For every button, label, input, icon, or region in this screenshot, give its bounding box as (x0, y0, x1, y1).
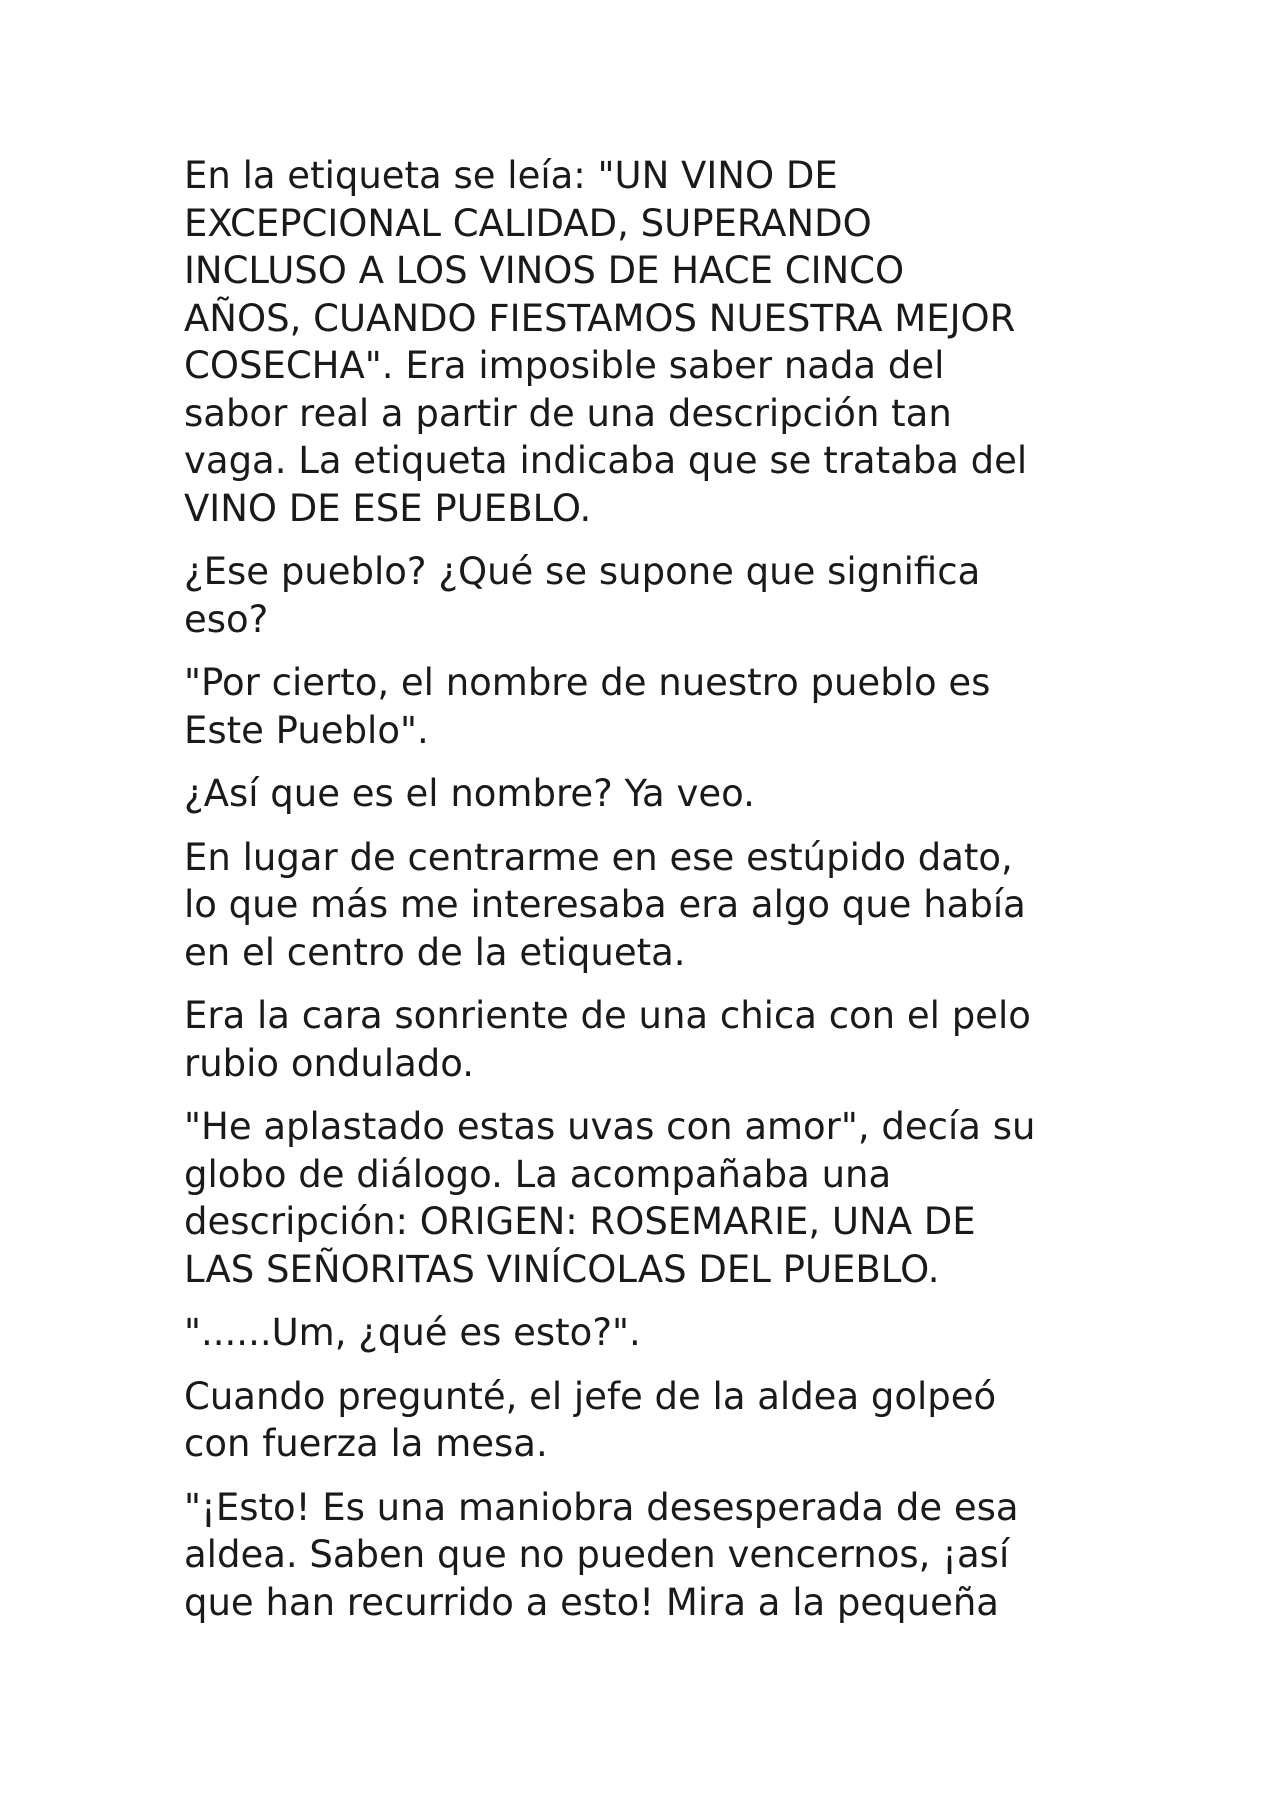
paragraph: "He aplastado estas uvas con amor", decía su globo de diálogo. La acompañaba una descripción: ORIGEN: ROSEMARIE, UNA DE LAS SEÑORITAS VINÍCOLAS DEL PUEBLO. (184, 1105, 1036, 1291)
paragraph: "¡Esto! Es una maniobra desesperada de esa aldea. Saben que no pueden vencernos, ¡así que han recurrido a esto! Mira a la pequeña (184, 1485, 1019, 1624)
paragraph: ¿Así que es el nombre? Ya veo. (184, 772, 755, 815)
text-body (184, 152, 1104, 1642)
paragraph: Cuando pregunté, el jefe de la aldea golpeó con fuerza la mesa. (184, 1374, 997, 1465)
paragraph: En lugar de centrarme en ese estúpido dato, lo que más me interesaba era algo que había en el centro de la etiqueta. (184, 835, 1026, 974)
paragraph: En la etiqueta se leía: "UN VINO DE EXCEPCIONAL CALIDAD, SUPERANDO INCLUSO A LOS VINOS DE HACE CINCO AÑOS, CUANDO FIESTAMOS NUESTRA MEJOR COSECHA". Era imposible saber nada del sabor real a partir de una descripción tan vaga. La etiqueta indicaba que se trataba del VINO DE ESE PUEBLO. (184, 154, 1028, 530)
paragraph: ¿Ese pueblo? ¿Qué se supone que significa eso? (184, 550, 981, 641)
paragraph: "Por cierto, el nombre de nuestro pueblo es Este Pueblo". (184, 661, 991, 752)
paragraph: "......Um, ¿qué es esto?". (184, 1311, 641, 1354)
paragraph: Era la cara sonriente de una chica con el pelo rubio ondulado. (184, 994, 1031, 1085)
